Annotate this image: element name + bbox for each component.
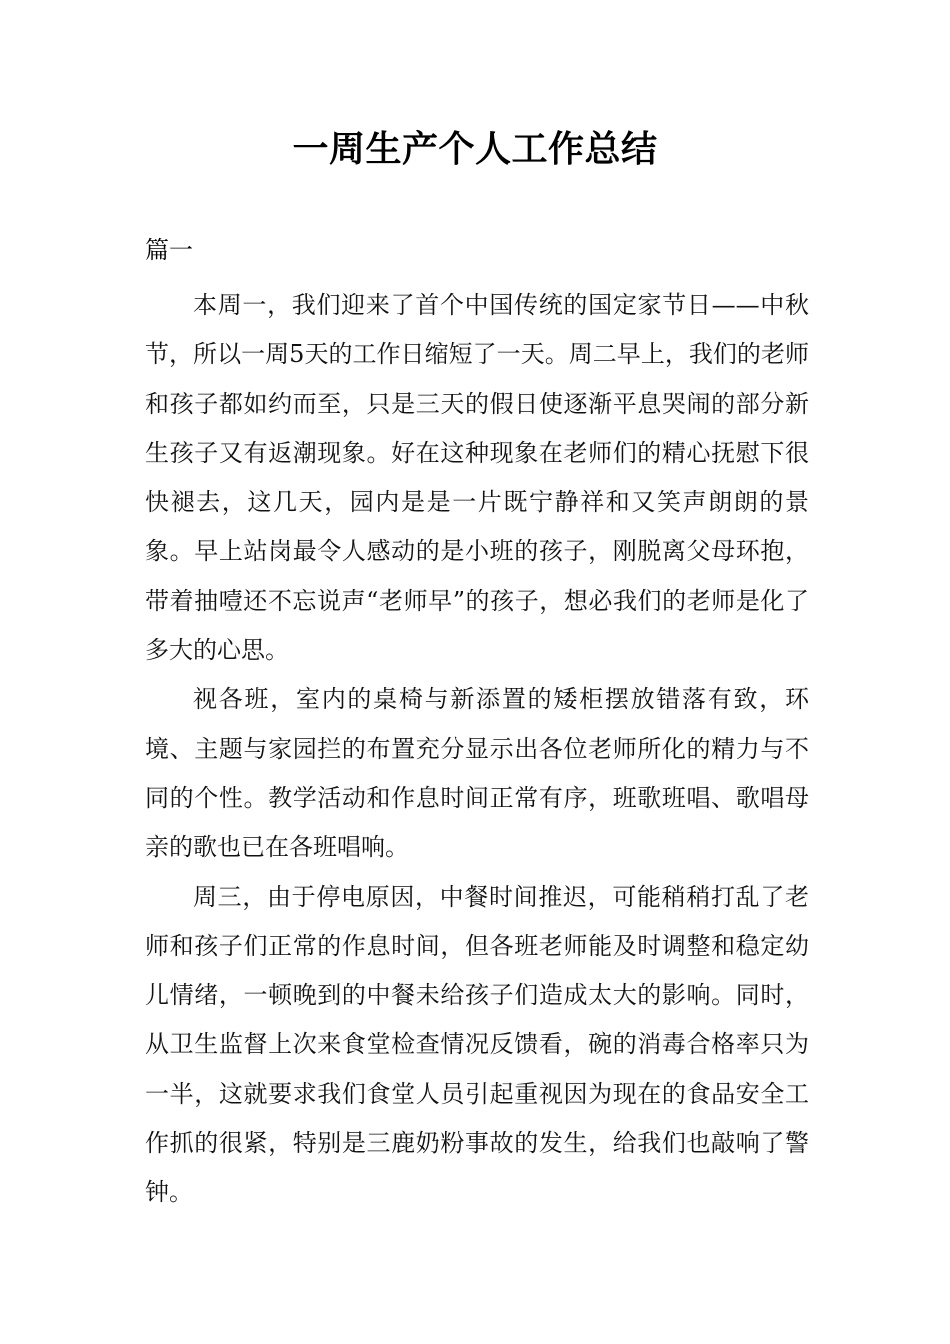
document-title: 一周生产个人工作总结 [292, 129, 658, 170]
paragraph-3: 周三，由于停电原因，中餐时间推迟，可能稍稍打乱了老师和孩子们正常的作息时间，但各班老师能及时调整和稳定幼儿情绪，一顿晚到的中餐未给孩子们造成太大的影响。同时，从卫生监督上次来食堂检查情况反馈看，碗的消毒合格率只为一半，这就要求我们食堂人员引起重视因为现在的食品安全工作抓的很紧，特别是三鹿奶粉事故的发生，给我们也敲响了警钟。 [145, 882, 809, 1207]
document-body [145, 281, 809, 1218]
paragraph-2: 视各班，室内的桌椅与新添置的矮柜摆放错落有致，环境、主题与家园拦的布置充分显示出各位老师所化的精力与不同的个性。教学活动和作息时间正常有序，班歌班唱、歌唱母亲的歌也已在各班唱响。 [145, 685, 809, 862]
section-label: 篇一 [145, 236, 193, 264]
paragraph-1: 本周一，我们迎来了首个中国传统的国定家节日——中秋节，所以一周5天的工作日缩短了一天。周二早上，我们的老师和孩子都如约而至，只是三天的假日使逐渐平息哭闹的部分新生孩子又有返潮现象。好在这种现象在老师们的精心抚慰下很快褪去，这几天，园内是是一片既宁静祥和又笑声朗朗的景象。早上站岗最令人感动的是小班的孩子，刚脱离父母环抱，带着抽噎还不忘说声“老师早”的孩子，想必我们的老师是化了多大的心思。 [145, 291, 809, 665]
